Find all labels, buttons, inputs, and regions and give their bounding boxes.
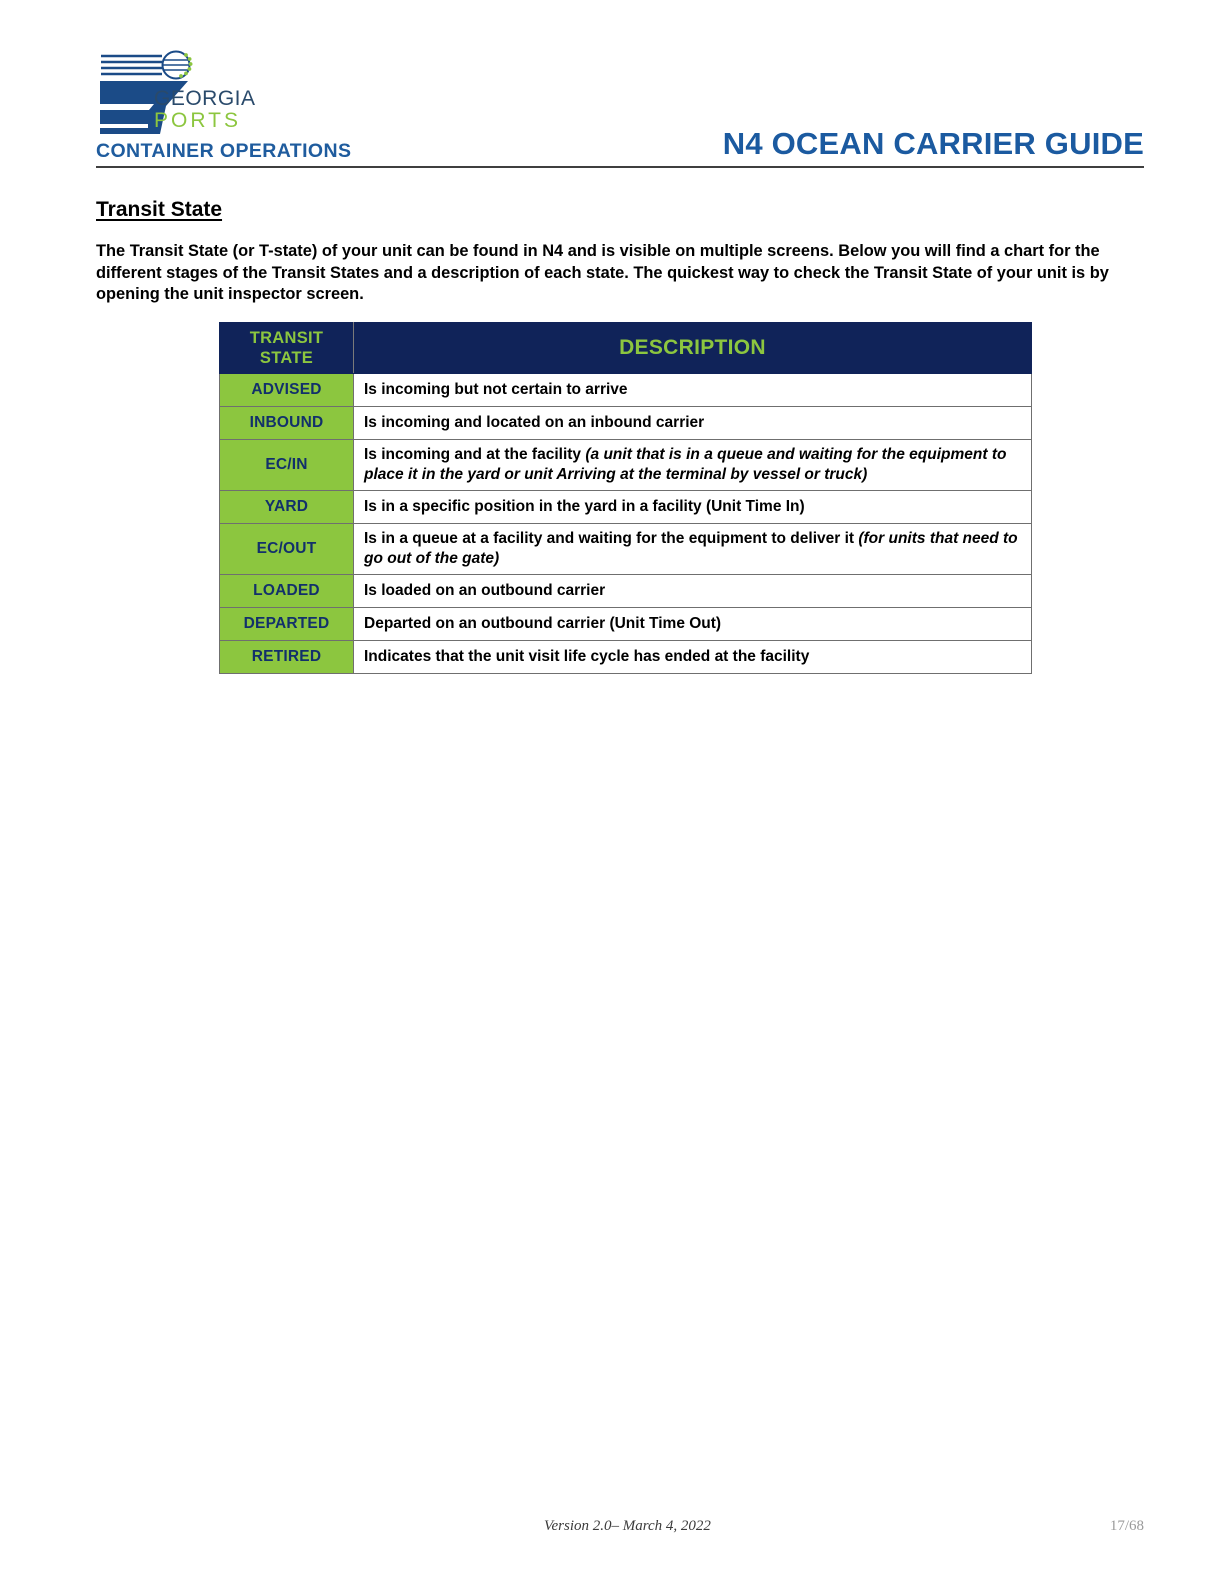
description-text: Is loaded on an outbound carrier [364, 582, 606, 599]
transit-state-label: ADVISED [220, 374, 354, 407]
logo-brand-georgia: GEORGIA [154, 87, 256, 110]
logo-wordmark [154, 88, 256, 131]
footer-page-number: 17/68 [1109, 1518, 1144, 1534]
logo-brand-ports: PORTS [154, 109, 241, 132]
table-row [220, 491, 1032, 524]
transit-state-label: YARD [220, 491, 354, 524]
table-row [220, 641, 1032, 674]
table-row [220, 407, 1032, 440]
document-title: N4 OCEAN CARRIER GUIDE [722, 126, 1144, 161]
transit-state-description [354, 524, 1032, 575]
georgia-ports-logo [96, 48, 266, 138]
intro-paragraph: The Transit State (or T-state) of your unit can be found in N4 and is visible on multiple screens. Below you will find a chart for the different stages of the Transit States and a description of each state. The quickest way to check the Transit State of your unit is by opening the unit inspector screen. [96, 242, 1109, 303]
page-footer [96, 1518, 1144, 1542]
description-note: (for units that need to go out of the gate) [364, 530, 1018, 567]
column-header-transit-state-line1: TRANSIT [249, 329, 324, 347]
transit-state-description [354, 491, 1032, 524]
description-text: Is in a queue at a facility and waiting for the equipment to deliver it [364, 530, 859, 547]
transit-state-table-wrapper [219, 322, 1031, 674]
transit-state-label: LOADED [220, 575, 354, 608]
transit-state-description [354, 440, 1032, 491]
description-text: Indicates that the unit visit life cycle has ended at the facility [364, 648, 810, 665]
description-text: Is incoming and located on an inbound carrier [364, 414, 705, 431]
table-row [220, 440, 1032, 491]
transit-state-label: EC/IN [220, 440, 354, 491]
table-row [220, 608, 1032, 641]
section-heading: Transit State [96, 198, 223, 221]
transit-state-label: INBOUND [220, 407, 354, 440]
column-header-description: DESCRIPTION [354, 323, 1032, 374]
description-note: (a unit that is in a queue and waiting for the equipment to place it in the yard or unit Arriving at the terminal by vessel or truck) [364, 446, 1007, 483]
table-header-row [220, 323, 1032, 374]
table-head [220, 323, 1032, 374]
transit-state-description [354, 608, 1032, 641]
table-row [220, 374, 1032, 407]
description-text: Departed on an outbound carrier (Unit Time Out) [364, 615, 722, 632]
description-text: Is in a specific position in the yard in a facility (Unit Time In) [364, 498, 805, 515]
footer-version: Version 2.0– March 4, 2022 [544, 1518, 711, 1534]
description-text: Is incoming but not certain to arrive [364, 381, 628, 398]
transit-state-label: EC/OUT [220, 524, 354, 575]
department-label: CONTAINER OPERATIONS [96, 140, 352, 162]
table-row [220, 524, 1032, 575]
description-text: Is incoming and at the facility [364, 446, 586, 463]
transit-state-description [354, 374, 1032, 407]
transit-state-label: RETIRED [220, 641, 354, 674]
table-row [220, 575, 1032, 608]
transit-state-label: DEPARTED [220, 608, 354, 641]
transit-state-description [354, 575, 1032, 608]
page-header [96, 40, 1144, 170]
transit-state-table [219, 322, 1032, 674]
column-header-transit-state [220, 323, 354, 374]
column-header-transit-state-line2: STATE [259, 349, 314, 367]
table-body [220, 374, 1032, 674]
header-divider [96, 166, 1144, 168]
transit-state-description [354, 641, 1032, 674]
transit-state-description [354, 407, 1032, 440]
